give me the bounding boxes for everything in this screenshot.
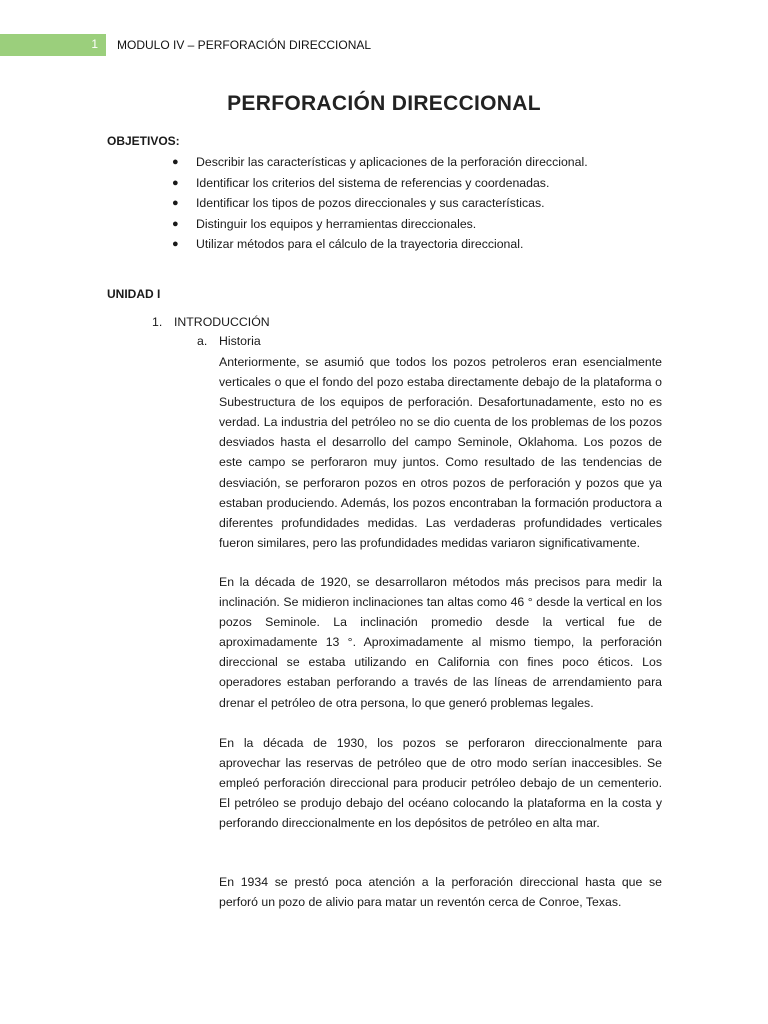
header-title: MODULO IV – PERFORACIÓN DIRECCIONAL	[117, 38, 372, 52]
section-title: INTRODUCCIÓN	[174, 315, 270, 329]
page-number: 1	[91, 37, 98, 51]
section-number: 1.	[152, 315, 163, 329]
bullet-icon: ●	[172, 238, 179, 251]
objective-text: Describir las características y aplicaciones de la perforación direccional.	[196, 155, 588, 169]
bullet-icon: ●	[172, 156, 179, 168]
subsection-title: Historia	[219, 334, 261, 348]
objective-item	[172, 173, 588, 194]
paragraph-4: En 1934 se prestó poca atención a la perforación direccional hasta que se perforó un pozo de alivio para matar un reventón cerca de Conroe, Texas.	[219, 875, 662, 910]
objective-item	[172, 152, 588, 173]
subsection-letter: a.	[197, 334, 208, 348]
paragraph-1: Anteriormente, se asumió que todos los pozos petroleros eran esencialmente verticales o que el fondo del pozo estaba directamente debajo de la plataforma o Subestructura de los equipos de perforación. Desafortunadamente, esto no es verdad. La industria del petróleo no se dio cuenta de los problemas de los pozos desviados hasta el desarrollo del campo Seminole, Oklahoma. Los pozos de este campo se perforaron muy juntos. Como resultado de las tendencias de desviación, se perforaron pozos en otros pozos de perforación y pozos que ya estaban produciendo. Además, los pozos encontraban la formación productora a diferentes profundidades medidas. Las verdaderas profundidades verticales fueron similares, pero las profundidades medidas variaron significativamente.	[219, 355, 662, 550]
page-number-badge	[0, 34, 106, 56]
objective-text: Distinguir los equipos y herramientas direccionales.	[196, 216, 477, 231]
objective-item	[172, 193, 588, 214]
document-title: PERFORACIÓN DIRECCIONAL	[227, 92, 541, 115]
objective-text: Identificar los tipos de pozos direccionales y sus características.	[196, 196, 545, 211]
objective-item	[172, 234, 588, 255]
objective-text: Identificar los criterios del sistema de referencias y coordenadas.	[196, 175, 550, 190]
objectives-list	[172, 152, 588, 255]
objective-text: Utilizar métodos para el cálculo de la trayectoria direccional.	[196, 237, 524, 252]
bullet-icon: ●	[172, 176, 179, 189]
objective-item	[172, 214, 588, 235]
bullet-icon: ●	[172, 197, 179, 210]
bullet-icon: ●	[172, 217, 179, 230]
paragraph-3: En la década de 1930, los pozos se perforaron direccionalmente para aprovechar las reservas de petróleo que de otro modo serían inaccesibles. Se empleó perforación direccional para producir petróleo debajo de un cementerio. El petróleo se produjo debajo del océano colocando la plataforma en la costa y perforando direccionalmente en los depósitos de petróleo en alta mar.	[219, 736, 662, 831]
section-heading	[152, 315, 270, 329]
objectives-label: OBJETIVOS:	[107, 134, 180, 148]
subsection-heading	[197, 334, 261, 348]
unit-label: UNIDAD I	[107, 287, 161, 301]
page-header	[0, 34, 768, 56]
paragraph-2: En la década de 1920, se desarrollaron métodos más precisos para medir la inclinación. Se midieron inclinaciones tan altas como 46 ° desde la vertical en los pozos Seminole. La inclinación promedio desde la vertical fue de aproximadamente 13 °. Aproximadamente al mismo tiempo, la perforación direccional se estaba utilizando en California con fines poco éticos. Los operadores estaban perforando a través de las líneas de arrendamiento para drenar el petróleo de otra persona, lo que generó problemas legales.	[219, 575, 662, 710]
